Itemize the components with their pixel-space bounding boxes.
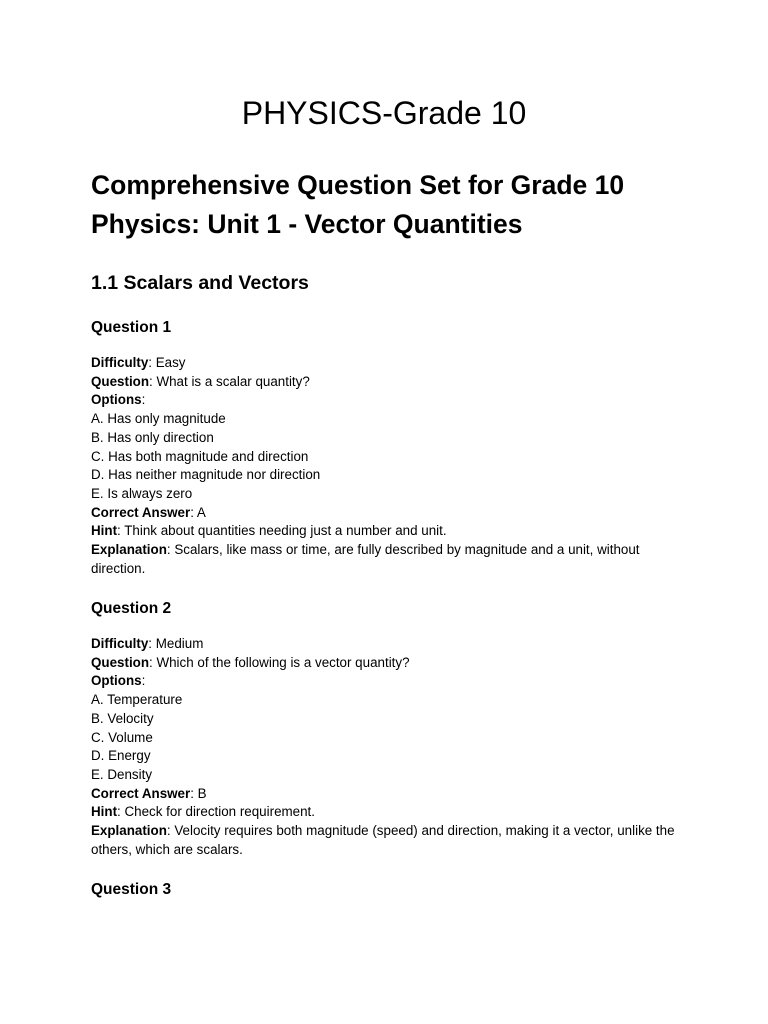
difficulty-line [91,354,691,373]
question-text: : What is a scalar quantity? [149,373,310,389]
option-b: B. Has only direction [91,429,214,445]
difficulty-label: Difficulty [91,355,149,370]
option-a: A. Has only magnitude [91,411,226,427]
option-e: E. Is always zero [91,485,193,501]
question-2-block [91,635,691,859]
options-label: Options [91,673,142,689]
explanation-line [91,822,691,859]
question-label: Question [91,373,150,389]
option-a: A. Temperature [91,692,183,708]
option-e: E. Density [91,766,153,782]
main-heading [91,166,691,244]
difficulty-value: : Medium [148,636,204,651]
options-line [91,391,691,410]
question-2-heading: Question 2 [91,600,172,617]
explanation-label: Explanation [91,542,167,558]
question-3-heading: Question 3 [91,881,172,898]
explanation-text: : Scalars, like mass or time, are fully described by magnitude and a unit, without direction. [91,542,640,576]
hint-label: Hint [91,523,118,539]
question-1-heading: Question 1 [91,319,172,336]
main-heading-line-2: Physics: Unit 1 - Vector Quantities [91,209,523,239]
correct-answer-value: : A [190,504,206,520]
correct-answer-label: Correct Answer [91,785,191,801]
question-line [91,373,691,392]
option-d: D. Has neither magnitude nor direction [91,467,321,483]
hint-label: Hint [91,804,118,820]
correct-answer-label: Correct Answer [91,504,191,520]
option-b: B. Velocity [91,710,154,726]
document-title: PHYSICS-Grade 10 [241,95,527,131]
question-label: Question [91,654,150,670]
hint-line [91,522,691,541]
option-c: C. Has both magnitude and direction [91,448,309,464]
question-text: : Which of the following is a vector quantity? [149,654,410,670]
option-c: C. Volume [91,729,153,745]
options-label: Options [91,392,142,408]
hint-text: : Check for direction requirement. [117,804,316,820]
option-d: D. Energy [91,748,151,764]
difficulty-label: Difficulty [91,636,149,651]
correct-answer-line [91,504,691,523]
correct-answer-value: : B [190,785,207,801]
hint-line [91,803,691,822]
difficulty-line [91,635,691,654]
hint-text: : Think about quantities needing just a number and unit. [117,523,447,539]
difficulty-value: : Easy [148,355,186,370]
explanation-text: : Velocity requires both magnitude (speed) and direction, making it a vector, unlike the others, which are scalars. [91,823,675,857]
options-suffix: : [141,392,146,408]
main-heading-line-1: Comprehensive Question Set for Grade 10 [91,170,625,200]
options-line [91,672,691,691]
question-1-block [91,354,691,578]
options-suffix: : [141,673,146,689]
question-line [91,654,691,673]
explanation-label: Explanation [91,823,167,839]
explanation-line [91,541,691,578]
section-heading: 1.1 Scalars and Vectors [91,272,309,294]
correct-answer-line [91,785,691,804]
